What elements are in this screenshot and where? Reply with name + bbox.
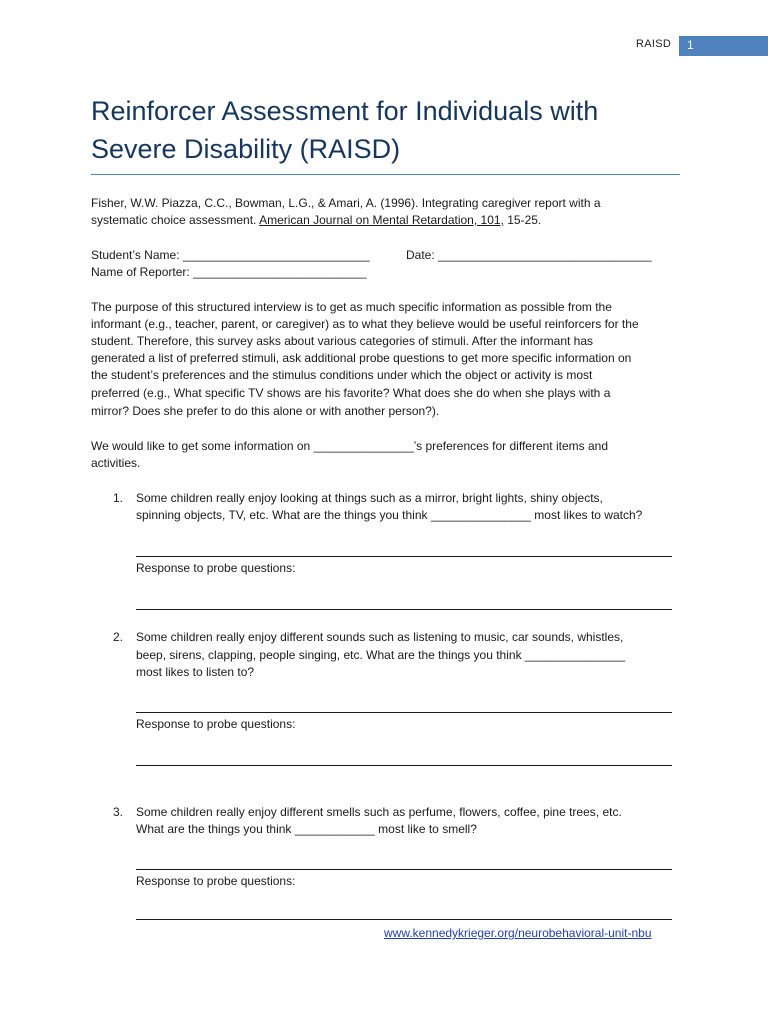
title-line-2: Severe Disability (RAISD): [91, 134, 401, 164]
answer-line[interactable]: [136, 712, 672, 713]
reporter-name-field[interactable]: Name of Reporter: __________________________: [91, 265, 367, 279]
question-text: Some children really enjoy different smells such as perfume, flowers, coffee, pine trees, etc.: [136, 805, 622, 819]
intro-line: We would like to get some information on _______________’s preferences for different items and: [91, 439, 608, 453]
student-name-field[interactable]: Student’s Name: ____________________________: [91, 248, 370, 262]
page-title: [91, 92, 691, 168]
footer-link[interactable]: www.kennedykrieger.org/neurobehavioral-unit-nbu: [384, 926, 652, 940]
question-text: What are the things you think ____________ most like to smell?: [136, 822, 477, 836]
purpose-line: The purpose of this structured interview is to get as much specific information as possible from the: [91, 300, 612, 314]
citation-text: systematic choice assessment.: [91, 213, 260, 227]
probe-answer-line[interactable]: [136, 919, 672, 920]
citation-line-2: [91, 212, 541, 230]
title-line-1: Reinforcer Assessment for Individuals with: [91, 96, 599, 126]
journal-name: American Journal on Mental Retardation, 101,: [259, 213, 504, 227]
answer-line[interactable]: [136, 869, 672, 870]
purpose-line: the student’s preferences and the stimulus conditions under which the object or activity is most: [91, 368, 593, 382]
intro-line: activities.: [91, 456, 141, 470]
probe-answer-line[interactable]: [136, 609, 672, 610]
citation-pages: 15-25.: [503, 213, 542, 227]
question-number: 3.: [113, 805, 124, 819]
purpose-line: mirror? Does she prefer to do this alone or with another person?).: [91, 404, 440, 418]
probe-label: Response to probe questions:: [136, 874, 296, 888]
probe-label: Response to probe questions:: [136, 561, 296, 575]
question-text: beep, sirens, clapping, people singing, etc. What are the things you think _______________: [136, 648, 626, 662]
probe-label: Response to probe questions:: [136, 717, 296, 731]
question-number: 2.: [113, 630, 124, 644]
page-number-box: [679, 36, 768, 56]
question-number: 1.: [113, 491, 124, 505]
purpose-line: generated a list of preferred stimuli, ask additional probe questions to get more specific information on: [91, 351, 632, 365]
question-text: most likes to listen to?: [136, 665, 255, 679]
question-text: Some children really enjoy looking at things such as a mirror, bright lights, shiny objects,: [136, 491, 603, 505]
page-number: 1: [687, 38, 694, 52]
citation-line-1: Fisher, W.W. Piazza, C.C., Bowman, L.G., & Amari, A. (1996). Integrating caregiver report with a: [91, 196, 601, 210]
question-text: Some children really enjoy different sounds such as listening to music, car sounds, whistles,: [136, 630, 624, 644]
running-header: RAISD: [636, 38, 672, 50]
title-divider: [91, 174, 680, 175]
purpose-line: student. Therefore, this survey asks about various categories of stimuli. After the informant has: [91, 334, 594, 348]
probe-answer-line[interactable]: [136, 765, 672, 766]
question-text: spinning objects, TV, etc. What are the things you think _______________ most likes to watch?: [136, 508, 643, 522]
answer-line[interactable]: [136, 556, 672, 557]
purpose-line: informant (e.g., teacher, parent, or caregiver) as to what they believe would be useful reinforcers for the: [91, 317, 639, 331]
date-field[interactable]: Date: ________________________________: [406, 248, 652, 262]
purpose-line: preferred (e.g., What specific TV shows are his favorite? What does she do when she plays with a: [91, 386, 611, 400]
